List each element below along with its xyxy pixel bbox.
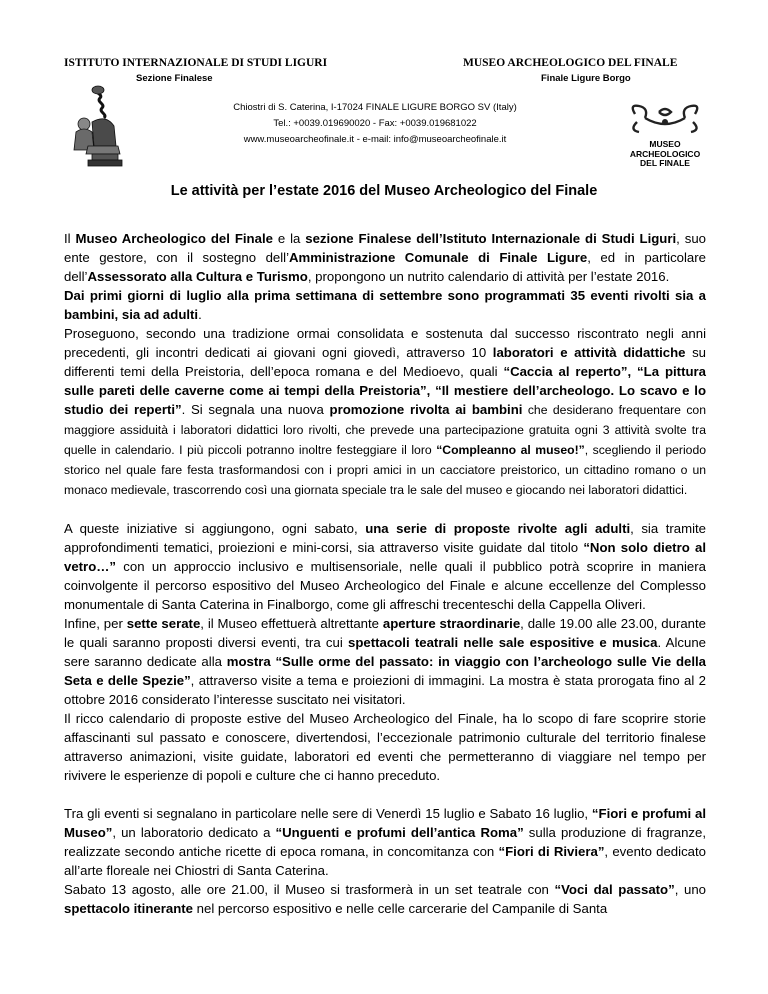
article-body (64, 229, 706, 918)
institute-title: ISTITUTO INTERNAZIONALE DI STUDI LIGURI (64, 57, 328, 69)
paragraph-theatre: Sabato 13 agosto, alle ore 21.00, il Museo si trasformerà in un set teatrale con “Voci dal passato”, uno spettacolo itinerante nel percorso espositivo e nelle celle carcerarie del Campanile di Santa (64, 882, 706, 916)
paragraph-workshops: Proseguono, secondo una tradizione ormai consolidata e sostenuta dal successo riscontrato negli anni precedenti, gli incontri dedicati ai giovani ogni giovedì, attraverso 10 laboratori e attività didattiche su differenti temi della Preistoria, dell’epoca romana e del Medioevo, quali “Caccia al reperto”, “La pittura sulle pareti delle caverne come ai tempi della Preistoria”, “Il mestiere dell’archeologo. Lo scavo e lo studio dei reperti”. Si segnala una nuova promozione rivolta ai bambini che desiderano frequentare con maggiore assiduità i laboratori didattici loro rivolti, che prevede una partecipazione gratuita ogni 3 attività svolte tra quelle in calendario. I più piccoli potranno inoltre festeggiare il loro “Compleanno al museo!”, scegliendo il periodo storico nel quale fare festa trasformandosi con i propri amici in un cacciatore preistorico, un cittadino romano o un monaco medievale, trascorrendo così una giornata speciale tra le sale del museo e giocando nei laboratori didattici. (64, 326, 707, 497)
paragraph-calendar: Il ricco calendario di proposte estive del Museo Archeologico del Finale, ha lo scopo di fare scoprire storie affascinanti sul passato e conoscere, divertendosi, l’eccezionale patrimonio culturale del territorio finalese attraverso animazioni, visite guidate, laboratori ed eventi che permetteranno di viaggiare nel tempo per rivivere le esperienze di popoli e culture che ci hanno preceduto. (64, 711, 706, 783)
paragraph-adults: A queste iniziative si aggiungono, ogni sabato, una serie di proposte rivolte agli adulti, sia tramite approfondimenti tematici, proiezioni e mini-corsi, sia attraverso visite guidate dal titolo “Non solo dietro al vetro…” con un approccio inclusivo e multisensoriale, nelle quali il pubblico potrà scoprire in maniera coinvolgente il percorso espositivo del Museo Archeologico del Finale e alcune eccellenze del Complesso monumentale di Santa Caterina in Finalborgo, come gli affreschi trecenteschi della Cappella Oliveri. (64, 521, 707, 612)
institute-subtitle: Sezione Finalese (136, 73, 213, 84)
paragraph-evenings: Infine, per sette serate, il Museo effettuerà altrettante aperture straordinarie, dalle 19.00 alle 23.00, durante le quali saranno proposti diversi eventi, tra cui spettacoli teatrali nelle sale espositive e musica. Alcune sere saranno dedicate alla mostra “Sulle orme del passato: in viaggio con l’archeologo sulle Vie della Seta e delle Spezie”, attraverso visite a tema e proiezioni di immagini. La mostra è stata prorogata fino al 2 ottobre 2016 considerato l’interesse suscitato nei visitatori. (64, 616, 706, 707)
contact-address: Chiostri di S. Caterina, I-17024 FINALE LIGURE BORGO SV (Italy) (233, 102, 517, 113)
paragraph-events: Tra gli eventi si segnalano in particolare nelle sere di Venerdì 15 luglio e Sabato 16 luglio, “Fiori e profumi al Museo”, un laboratorio dedicato a “Unguenti e profumi dell’antica Roma” sulla produzione di fragranze, realizzate secondo antiche ricette di epoca romana, in concomitanza con “Fiori di Riviera”, evento dedicato all’arte floreale nei Chiostri di Santa Caterina. (64, 806, 706, 878)
contact-phone: Tel.: +0039.019690020 - Fax: +0039.019681022 (273, 118, 477, 129)
paragraph-highlight: Dai primi giorni di luglio alla prima settimana di settembre sono programmati 35 eventi rivolti sia a bambini, sia ad adulti. (64, 288, 706, 322)
logo-text-archeologico: ARCHEOLOGICO (629, 148, 701, 159)
page-title: Le attività per l’estate 2016 del Museo Archeologico del Finale (170, 183, 598, 199)
museum-subtitle: Finale Ligure Borgo (541, 73, 631, 84)
logo-text-museo: MUSEO (649, 139, 681, 149)
museum-title: MUSEO ARCHEOLOGICO DEL FINALE (463, 57, 678, 69)
logo-text-finale: DEL FINALE (640, 158, 690, 168)
statue-logo-icon (62, 84, 140, 170)
paragraph-intro: Il Museo Archeologico del Finale e la sezione Finalese dell’Istituto Internazionale di Studi Liguri, suo ente gestore, con il sostegno dell’Amministrazione Comunale di Finale Ligure, ed in particolare dell’Assessorato alla Cultura e Turismo, propongono un nutrito calendario di attività per l’estate 2016. (64, 231, 707, 284)
contact-web-email: www.museoarcheofinale.it - e-mail: info@museoarcheofinale.it (243, 134, 507, 145)
